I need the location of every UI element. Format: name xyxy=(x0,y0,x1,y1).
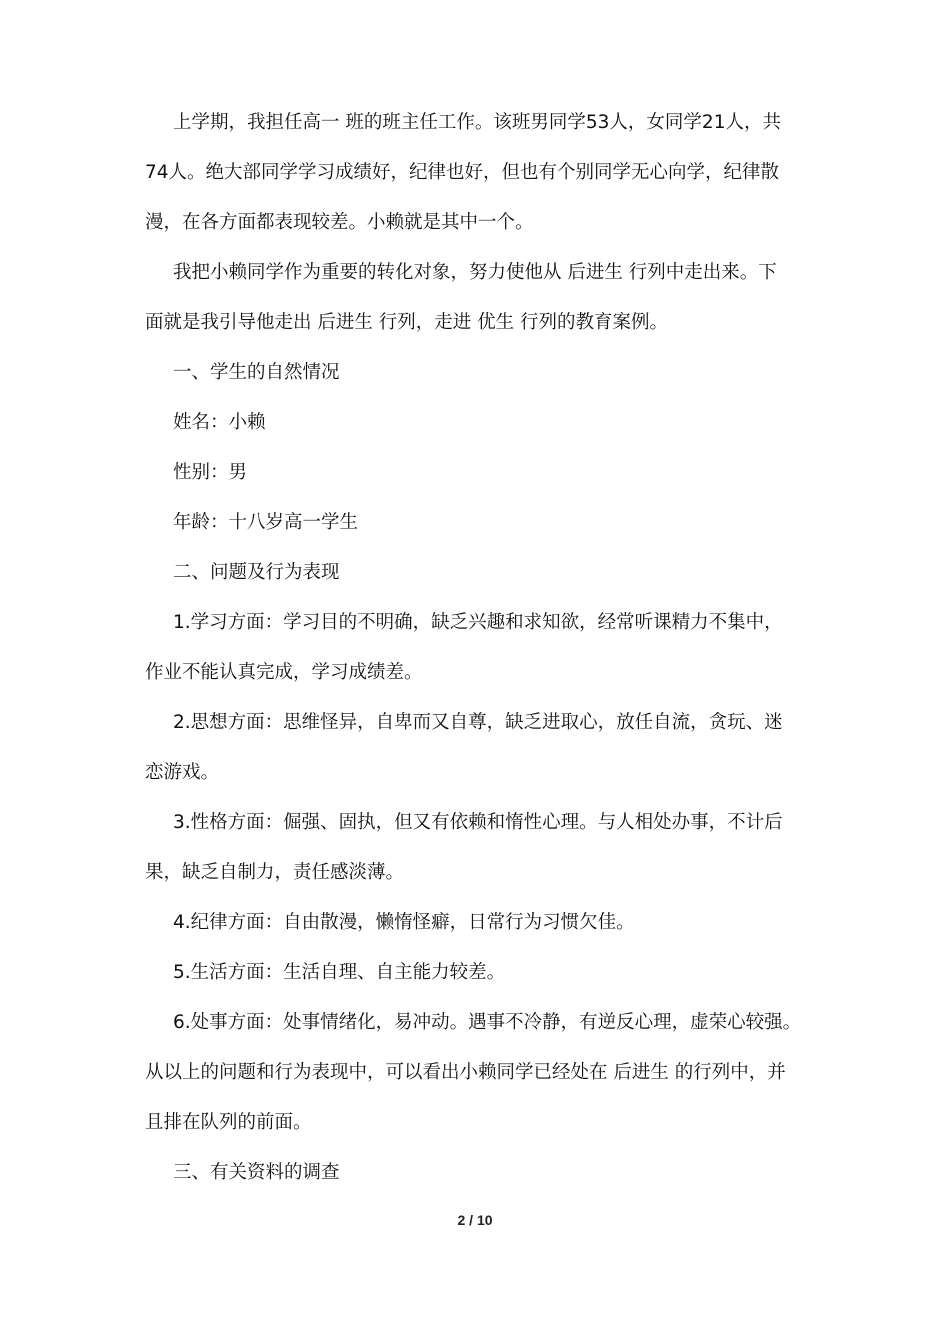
section-heading: 三、有关资料的调查 xyxy=(173,1162,340,1183)
list-item-line: 1.学习方面：学习目的不明确，缺乏兴趣和求知欲，经常听课精力不集中， xyxy=(173,612,783,633)
section-heading: 二、问题及行为表现 xyxy=(173,562,340,583)
list-item-line: 恋游戏。 xyxy=(145,762,220,783)
info-line-gender: 性别：男 xyxy=(173,462,248,483)
list-item-line: 作业不能认真完成，学习成绩差。 xyxy=(145,662,423,683)
section-heading: 一、学生的自然情况 xyxy=(173,362,340,383)
list-item-line: 果，缺乏自制力，责任感淡薄。 xyxy=(145,862,405,883)
info-line-age: 年龄：十八岁高一学生 xyxy=(173,512,359,533)
paragraph-line: 且排在队列的前面。 xyxy=(145,1112,312,1133)
page-number: 2 / 10 xyxy=(457,1212,493,1228)
paragraph-line: 我把小赖同学作为重要的转化对象，努力使他从 后进生 行列中走出来。下 xyxy=(173,262,777,283)
list-item-line: 2.思想方面：思维怪异，自卑而又自尊，缺乏进取心，放任自流，贪玩、迷 xyxy=(173,712,783,733)
paragraph-line: 漫，在各方面都表现较差。小赖就是其中一个。 xyxy=(145,212,534,233)
info-line-name: 姓名：小赖 xyxy=(173,412,266,433)
list-item-line: 4.纪律方面：自由散漫，懒惰怪癖，日常行为习惯欠佳。 xyxy=(173,912,635,933)
list-item-line: 6.处事方面：处事情绪化，易冲动。遇事不冷静，有逆反心理，虚荣心较强。 xyxy=(173,1012,802,1033)
paragraph-line: 面就是我引导他走出 后进生 行列，走进 优生 行列的教育案例。 xyxy=(145,312,669,333)
list-item-line: 5.生活方面：生活自理、自主能力较差。 xyxy=(173,962,506,983)
paragraph-line: 74人。绝大部同学学习成绩好，纪律也好，但也有个别同学无心向学，纪律散 xyxy=(145,162,780,183)
document-body xyxy=(145,98,810,1198)
paragraph-line: 上学期，我担任高一 班的班主任工作。该班男同学53人，女同学21人，共 xyxy=(173,112,781,133)
paragraph-line: 从以上的问题和行为表现中，可以看出小赖同学已经处在 后进生 的行列中，并 xyxy=(145,1062,786,1083)
list-item-line: 3.性格方面：倔强、固执，但又有依赖和惰性心理。与人相处办事，不计后 xyxy=(173,812,783,833)
